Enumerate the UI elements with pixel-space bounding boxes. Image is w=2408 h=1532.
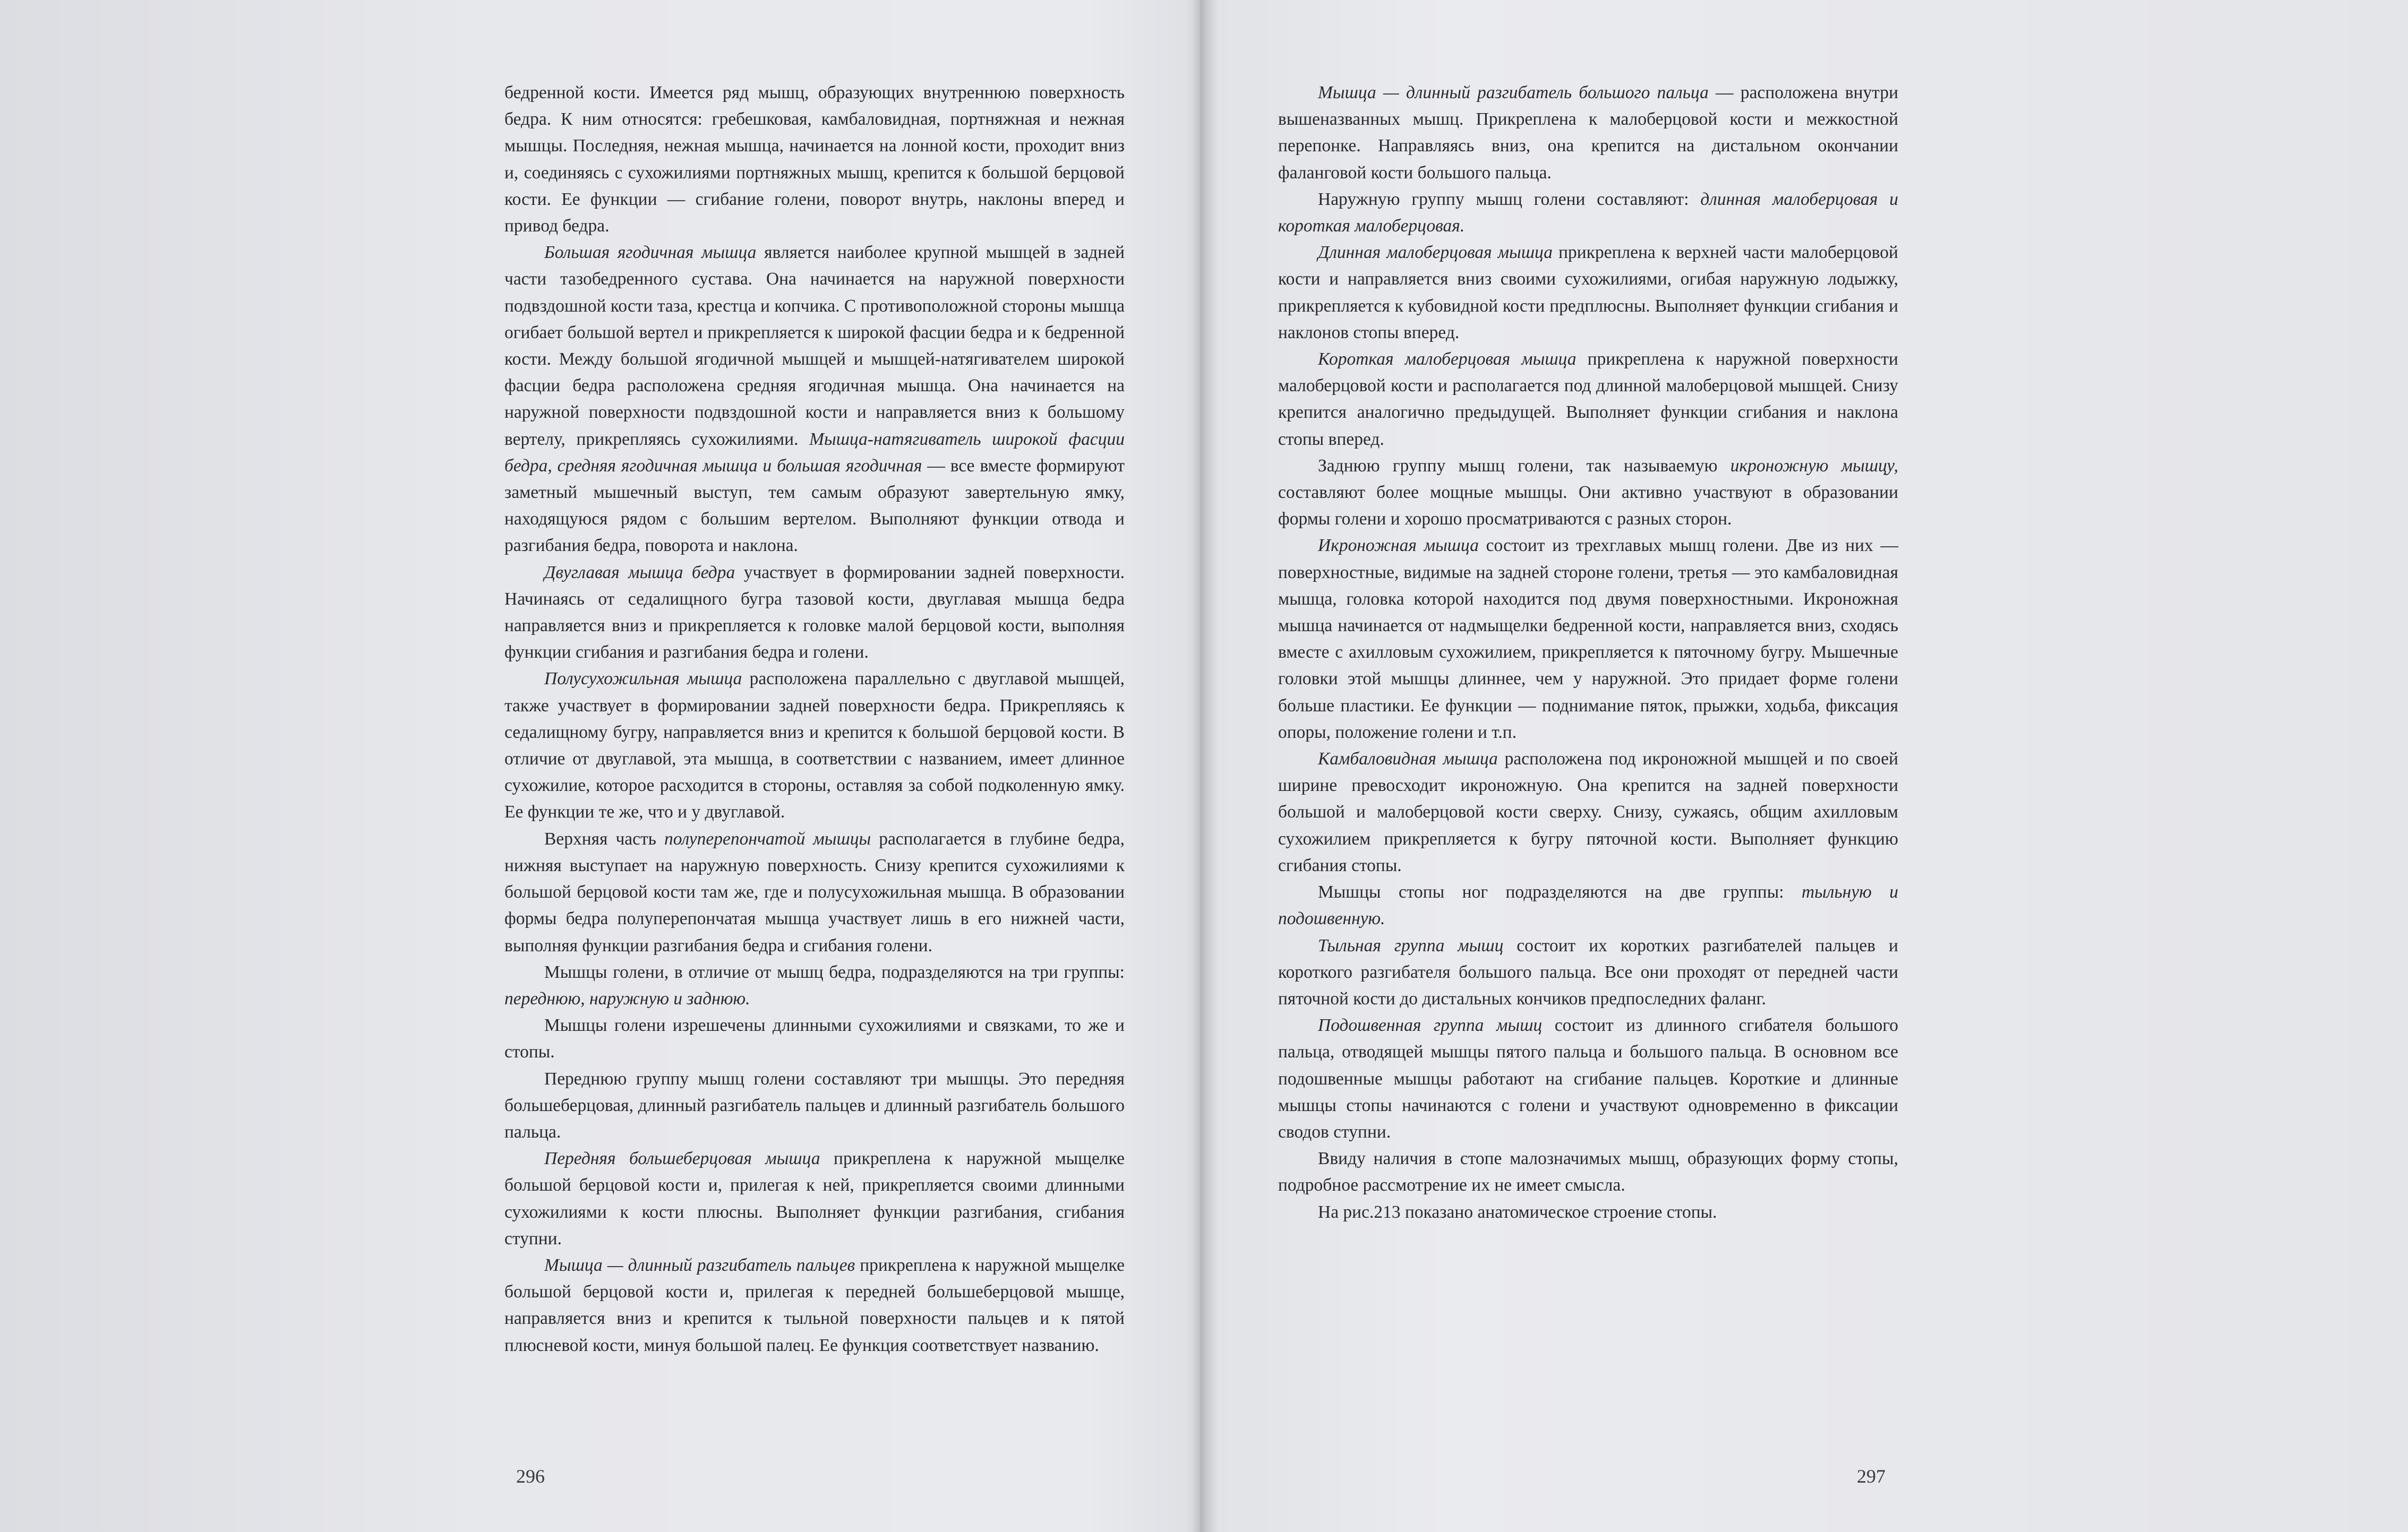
text-run: состоит из длинного сгибателя большого пальца, отводящей мышцы пятого пальца и большого пальца. В основном все подошвенные мышцы работают на сгибание пальцев. Короткие и длинные мышцы стопы начинаются с голени и участвуют одновременно в фиксации сводов ступни. xyxy=(1278,1015,1898,1142)
paragraph xyxy=(1278,346,1898,453)
italic-term: Длинная малоберцовая мышца xyxy=(1318,243,1553,263)
text-run: Заднюю группу мышц голени, так называемую xyxy=(1318,455,1730,476)
paragraph xyxy=(1278,239,1898,346)
text-run: Наружную группу мышц голени составляют: xyxy=(1318,189,1701,209)
italic-term: Передняя большеберцовая мышца xyxy=(544,1149,820,1169)
paragraph xyxy=(504,560,1125,666)
text-run: расположена параллельно с двуглавой мышцей, также участвует в формировании задней поверхности бедра. Прикрепляясь к седалищному бугру, направляется вниз и крепится к большой берцовой кости. В отличие от двуглавой, эта мышца, в соответствии с названием, имеет длинное сухожилие, которое расходится в стороны, оставляя за собой подколенную ямку. Ее функции те же, что и у двуглавой. xyxy=(504,669,1125,822)
italic-term: икроножную мышцу, xyxy=(1730,455,1898,476)
paragraph xyxy=(504,666,1125,825)
text-run: прикреплена к наружной мыщелке большой берцовой кости и, прилегая к передней большеберцовой мышце, направляется вниз и крепится к тыльной поверхности пальцев и к пятой плюсневой кости, минуя большой палец. Ее функция соответствует названию. xyxy=(504,1255,1125,1355)
paragraph xyxy=(504,239,1125,559)
right-page-number: 297 xyxy=(1857,1466,1886,1487)
paragraph xyxy=(1278,879,1898,932)
text-run: Мышцы голени изрешечены длинными сухожилиями и связками, то же и стопы. xyxy=(504,1015,1125,1062)
paragraph xyxy=(504,1012,1125,1065)
text-run: бедренной кости. Имеется ряд мышц, образующих внутреннюю поверхность бедра. К ним относятся: гребешковая, камбаловидная, портняжная и нежная мышцы. Последняя, нежная мышца, начинается на лонной кости, проходит вниз и, соединяясь с сухожилиями портняжных мышц, крепится к большой берцовой кости. Ее функции — сгибание голени, поворот внутрь, наклоны вперед и привод бедра. xyxy=(504,83,1125,236)
text-run: Мышцы стопы ног подразделяются на две группы: xyxy=(1318,882,1802,902)
italic-term: Полусухожильная мышца xyxy=(544,669,742,689)
paragraph xyxy=(1278,532,1898,746)
italic-term: переднюю, наружную и заднюю. xyxy=(504,988,750,1009)
right-page-text xyxy=(1278,80,1898,1226)
paragraph xyxy=(1278,186,1898,239)
text-run: состоит из трехглавых мышц голени. Две из них — поверхностные, видимые на задней стороне голени, третья — это камбаловидная мышца, головка которой находится под двумя поверхностными. Икроножная мышца начинается от надмыщелки бедренной кости, направляется вниз, сходясь вместе с ахилловым сухожилием, прикрепляется к пяточному бугру. Мышечные головки этой мышцы длиннее, чем у наружной. Это придает форме голени больше пластики. Ее функции — поднимание пяток, прыжки, ходьба, фиксация опоры, положение голени и т.п. xyxy=(1278,536,1898,742)
left-page xyxy=(0,0,1201,1532)
left-page-number: 296 xyxy=(516,1466,545,1487)
paragraph xyxy=(504,959,1125,1012)
text-run: расположена под икроножной мышцей и по своей ширине превосходит икроножную. Она крепится на задней поверхности большой и малоберцовой кости сверху. Снизу, сужаясь, общим ахилловым сухожилием прикрепляется к бугру пяточной кости. Выполняет функцию сгибания стопы. xyxy=(1278,749,1898,875)
text-run: — все вместе формируют заметный мышечный выступ, тем самым образуют завертельную ямку, находящуюся рядом с большим вертелом. Выполняют функции отвода и разгибания бедра, поворота и наклона. xyxy=(504,455,1125,556)
paragraph xyxy=(1278,453,1898,533)
paragraph xyxy=(504,80,1125,239)
paragraph xyxy=(1278,746,1898,879)
italic-term: Мышца-натягиватель широкой фасции бедра, средняя ягодичная мышца и большая ягодичная xyxy=(504,429,1125,476)
italic-term: Короткая малоберцовая мышца xyxy=(1318,349,1576,369)
text-run: состоит их коротких разгибателей пальцев и короткого разгибателя большого пальца. Все они проходят от передней части пяточной кости до дистальных кончиков предпоследних фаланг. xyxy=(1278,935,1898,1009)
italic-term: Мышца — длинный разгибатель пальцев xyxy=(544,1255,855,1275)
paragraph xyxy=(1278,1012,1898,1146)
left-page-text xyxy=(504,80,1125,1359)
italic-term: Двуглавая мышца бедра xyxy=(544,562,735,582)
italic-term: Большая ягодичная мышца xyxy=(544,243,757,263)
text-run: Верхняя часть xyxy=(544,829,664,849)
paragraph xyxy=(504,826,1125,959)
text-run: является наиболее крупной мышцей в задней части тазобедренного сустава. Она начинается на наружной поверхности подвздошной кости таза, крестца и копчика. С противоположной стороны мышца огибает большой вертел и прикрепляется к широкой фасции бедра и к бедренной кости. Между большой ягодичной мышцей и мышцей-натягивателем широкой фасции бедра расположена средняя ягодичная мышца. Она начинается на наружной поверхности подвздошной кости и направляется вниз к большому вертелу, прикрепляясь сухожилиями. xyxy=(504,243,1125,449)
italic-term: полуперепончатой мышцы xyxy=(664,829,871,849)
italic-term: тыльную и подошвенную. xyxy=(1278,882,1899,929)
text-run: составляют более мощные мышцы. Они активно участвуют в образовании формы голени и хорошо просматриваются с разных сторон. xyxy=(1278,483,1898,529)
paragraph xyxy=(504,1066,1125,1146)
text-run: Мышцы голени, в отличие от мышц бедра, подразделяются на три группы: xyxy=(544,962,1125,982)
right-page xyxy=(1201,0,2408,1532)
paragraph xyxy=(1278,933,1898,1013)
italic-term: длинная малоберцовая и короткая малоберцовая. xyxy=(1278,189,1898,236)
text-run: участвует в формировании задней поверхности. Начинаясь от седалищного бугра тазовой кости, двуглавая мышца бедра направляется вниз и прикрепляется к головке малой берцовой кости, выполняя функции сгибания и разгибания бедра и голени. xyxy=(504,562,1125,662)
text-run: прикреплена к наружной мыщелке большой берцовой кости и, прилегая к ней, прикрепляется своими длинными сухожилиями к кости плюсны. Выполняет функции разгибания, сгибания ступни. xyxy=(504,1149,1125,1249)
text-run: прикреплена к наружной поверхности малоберцовой кости и располагается под длинной малоберцовой мышцей. Снизу крепится аналогично предыдущей. Выполняет функции сгибания и наклона стопы вперед. xyxy=(1278,349,1898,449)
paragraph xyxy=(1278,1199,1898,1226)
text-run: — расположена внутри вышеназванных мышц. Прикреплена к малоберцовой кости и межкостной перепонке. Направляясь вниз, она крепится на дистальном окончании фаланговой кости большого пальца. xyxy=(1278,83,1898,183)
italic-term: Тыльная группа мышц xyxy=(1318,935,1504,956)
italic-term: Камбаловидная мышца xyxy=(1318,749,1498,769)
paragraph xyxy=(504,1252,1125,1359)
italic-term: Икроножная мышца xyxy=(1318,536,1479,556)
text-run: прикреплена к верхней части малоберцовой кости и направляется вниз своими сухожилиями, огибая наружную лодыжку, прикрепляется к кубовидной кости предплюсны. Выполняет функции сгибания и наклонов стопы вперед. xyxy=(1278,243,1898,342)
paragraph xyxy=(1278,80,1898,186)
text-run: Переднюю группу мышц голени составляют три мышцы. Это передняя большеберцовая, длинный разгибатель пальцев и длинный разгибатель большого пальца. xyxy=(504,1069,1125,1142)
text-run: располагается в глубине бедра, нижняя выступает на наружную поверхность. Снизу крепится сухожилиями к большой берцовой кости там же, где и полусухожильная мышца. В образовании формы бедра полуперепончатая мышца участвует лишь в его нижней части, выполняя функции разгибания бедра и сгибания голени. xyxy=(504,829,1125,956)
italic-term: Подошвенная группа мышц xyxy=(1318,1015,1543,1036)
text-run: Ввиду наличия в стопе малозначимых мышц, образующих форму стопы, подробное рассмотрение их не имеет смысла. xyxy=(1278,1149,1898,1195)
text-run: На рис.213 показано анатомическое строение стопы. xyxy=(1318,1202,1717,1222)
paragraph xyxy=(1278,1146,1898,1199)
italic-term: Мышца — длинный разгибатель большого пальца xyxy=(1318,83,1709,102)
paragraph xyxy=(504,1146,1125,1252)
